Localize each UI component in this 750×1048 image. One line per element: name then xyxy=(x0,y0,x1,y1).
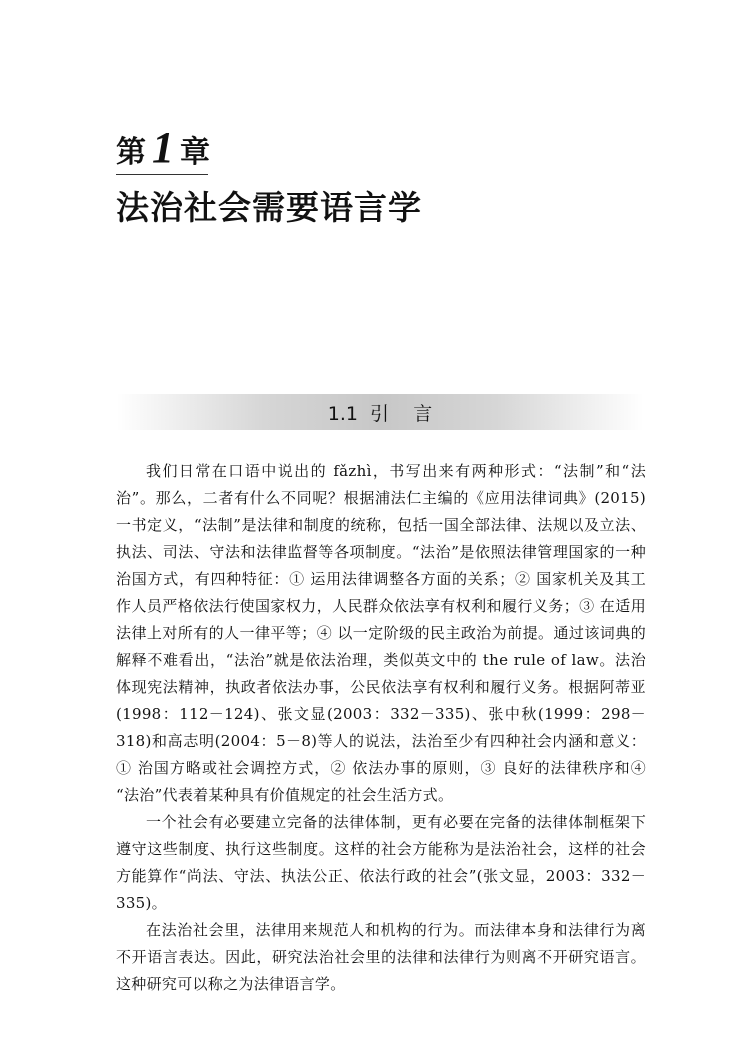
chapter-heading xyxy=(116,123,416,175)
chapter-number: 1 xyxy=(152,123,174,172)
chapter-label xyxy=(116,123,416,172)
chapter-prefix: 第 xyxy=(116,135,146,170)
body-text xyxy=(116,458,646,998)
section-heading-band xyxy=(116,394,644,430)
paragraph: 在法治社会里，法律用来规范人和机构的行为。而法律本身和法律行为离不开语言表达。因此，研究法治社会里的法律和法律行为则离不开研究语言。这种研究可以称之为法律语言学。 xyxy=(116,921,646,993)
paragraph: 我们日常在口语中说出的 fǎzhì，书写出来有两种形式：“法制”和“法治”。那么，二者有什么不同呢？根据浦法仁主编的《应用法律词典》(2015)一书定义，“法制”是法律和制度的统称，包括一国全部法律、法规以及立法、执法、司法、守法和法律监督等各项制度。“法治”是依照法律管理国家的一种治国方式，有四种特征：① 运用法律调整各方面的关系；② 国家机关及其工作人员严格依法行使国家权力，人民群众依法享有权利和履行义务；③ 在适用法律上对所有的人一律平等；④ 以一定阶级的民主政治为前提。通过该词典的解释不难看出，“法治”就是依法治理，类似英文中的 the rule of law。法治体现宪法精神，执政者依法办事，公民依法享有权利和履行义务。根据阿蒂亚(1998：112－124)、张文显(2003：332－335)、张中秋(1999：298－318)和高志明(2004：5－8)等人的说法，法治至少有四种社会内涵和意义：① 治国方略或社会调控方式，② 依法办事的原则，③ 良好的法律秩序和④ “法治”代表着某种具有价值规定的社会生活方式。 xyxy=(116,462,646,804)
section-title: 1.1 引 言 xyxy=(327,402,433,425)
paragraph: 一个社会有必要建立完备的法律体制，更有必要在完备的法律体制框架下遵守这些制度、执行这些制度。这样的社会方能称为是法治社会，这样的社会方能算作“尚法、守法、执法公正、依法行政的社会”(张文显，2003：332－335)。 xyxy=(116,813,646,912)
chapter-rule xyxy=(116,174,208,175)
chapter-title: 法治社会需要语言学 xyxy=(116,188,422,227)
chapter-suffix: 章 xyxy=(180,135,210,170)
